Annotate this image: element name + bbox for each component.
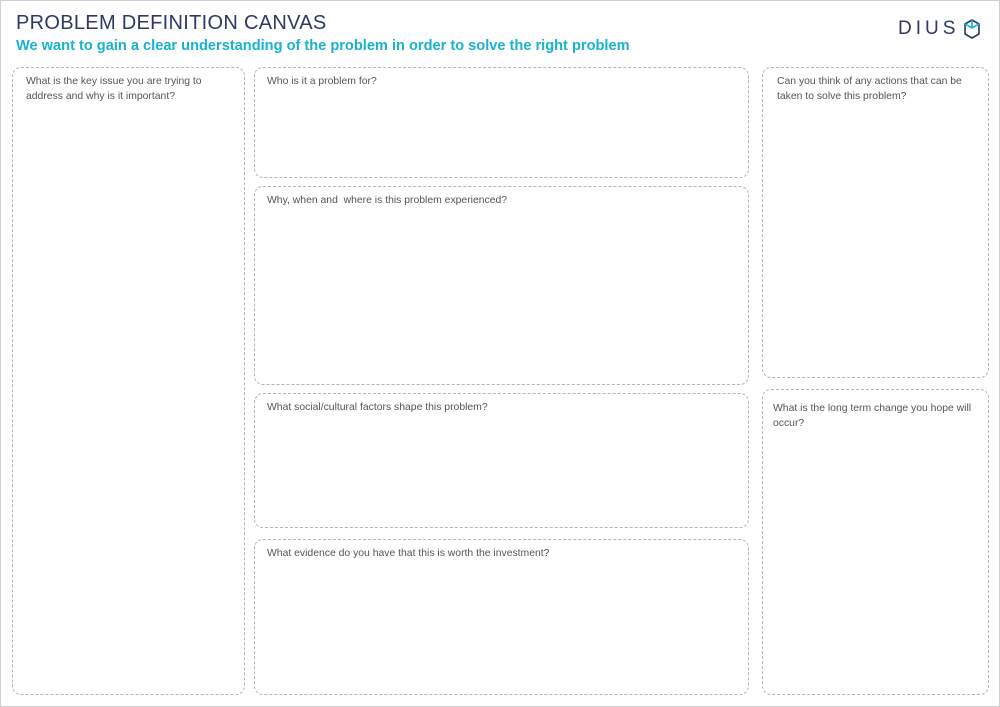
section-social-cultural[interactable]: [254, 393, 749, 528]
dius-logo: [898, 18, 984, 44]
section-key-issue[interactable]: [12, 67, 245, 695]
section-prompt: Can you think of any actions that can be taken to solve this problem?: [777, 76, 962, 102]
section-why-when-where[interactable]: [254, 186, 749, 385]
logo-mark-icon: [962, 18, 982, 42]
section-prompt: What evidence do you have that this is worth the investment?: [267, 548, 550, 559]
page-title: PROBLEM DEFINITION CANVAS: [16, 12, 327, 34]
logo-text: DIUS: [898, 18, 960, 39]
section-prompt: What is the long term change you hope will occur?: [773, 403, 972, 429]
section-prompt: What is the key issue you are trying to address and why is it important?: [26, 76, 202, 102]
section-who[interactable]: [254, 67, 749, 178]
section-evidence[interactable]: [254, 539, 749, 695]
page-subtitle: We want to gain a clear understanding of the problem in order to solve the right problem: [16, 38, 630, 54]
section-prompt: Why, when and where is this problem experienced?: [267, 195, 508, 206]
section-long-term-change[interactable]: [762, 389, 989, 695]
section-actions[interactable]: [762, 67, 989, 378]
section-prompt: Who is it a problem for?: [267, 76, 377, 87]
section-prompt: What social/cultural factors shape this problem?: [267, 402, 488, 413]
